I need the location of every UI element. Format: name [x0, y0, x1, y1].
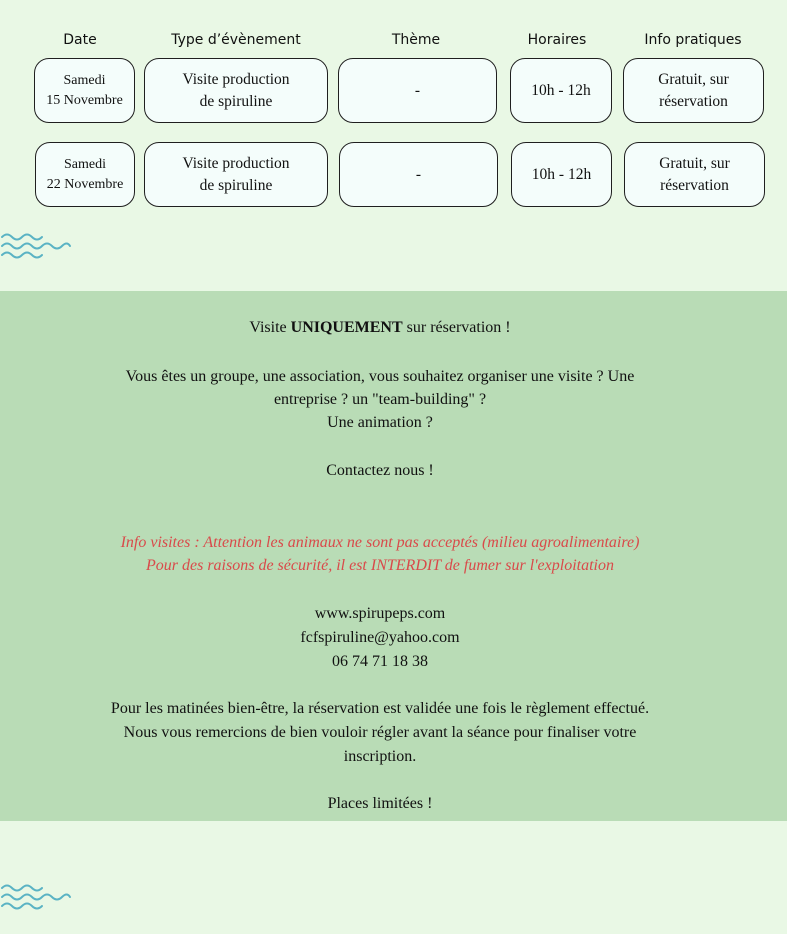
groups-line-1: Vous êtes un groupe, une association, vous souhaitez organiser une visite ? Une [125, 368, 635, 385]
header-event-type: Type d’évènement [171, 32, 301, 48]
warning-smoking: Pour des raisons de sécurité, il est INTERDIT de fumer sur l'exploitation [146, 557, 614, 574]
row1-info-cell: Gratuit, sur réservation [623, 58, 764, 123]
wave-decoration-icon [0, 880, 72, 914]
reservation-suffix: sur réservation ! [402, 319, 511, 336]
reservation-only-line [0, 316, 760, 340]
row1-theme-cell: - [338, 58, 497, 123]
row1-type-cell: Visite production de spiruline [144, 58, 328, 123]
header-schedule: Horaires [527, 32, 587, 48]
header-theme: Thème [391, 32, 441, 48]
row1-schedule-cell: 10h - 12h [510, 58, 612, 123]
payment-line-2: Nous vous remercions de bien vouloir régler avant la séance pour finaliser votre [123, 724, 637, 741]
header-practical-info: Info pratiques [644, 32, 742, 48]
row2-type-cell: Visite production de spiruline [144, 142, 328, 207]
row2-info-cell: Gratuit, sur réservation [624, 142, 765, 207]
payment-line-3: inscription. [343, 748, 417, 765]
email-text: fcfspiruline@yahoo.com [300, 629, 460, 646]
website-text: www.spirupeps.com [314, 605, 446, 622]
limited-places-line: Places limitées ! [327, 795, 433, 812]
warning-animals: Info visites : Attention les animaux ne sont pas acceptés (milieu agroalimentaire) [120, 534, 640, 551]
row2-date-cell: Samedi 22 Novembre [35, 142, 135, 207]
wave-decoration-icon [0, 229, 72, 263]
contact-us-line: Contactez nous ! [326, 462, 434, 479]
reservation-prefix: Visite [249, 319, 291, 336]
header-date: Date [63, 32, 97, 48]
groups-line-2: entreprise ? un "team-building" ? [273, 391, 487, 408]
phone-text: 06 74 71 18 38 [332, 653, 428, 670]
row1-date-cell: Samedi 15 Novembre [34, 58, 135, 123]
payment-line-1: Pour les matinées bien-être, la réservation est validée une fois le règlement effectué. [110, 700, 650, 717]
reservation-emphasis: UNIQUEMENT [290, 319, 403, 336]
row2-schedule-cell: 10h - 12h [511, 142, 612, 207]
groups-line-3: Une animation ? [327, 414, 433, 431]
row2-theme-cell: - [339, 142, 498, 207]
